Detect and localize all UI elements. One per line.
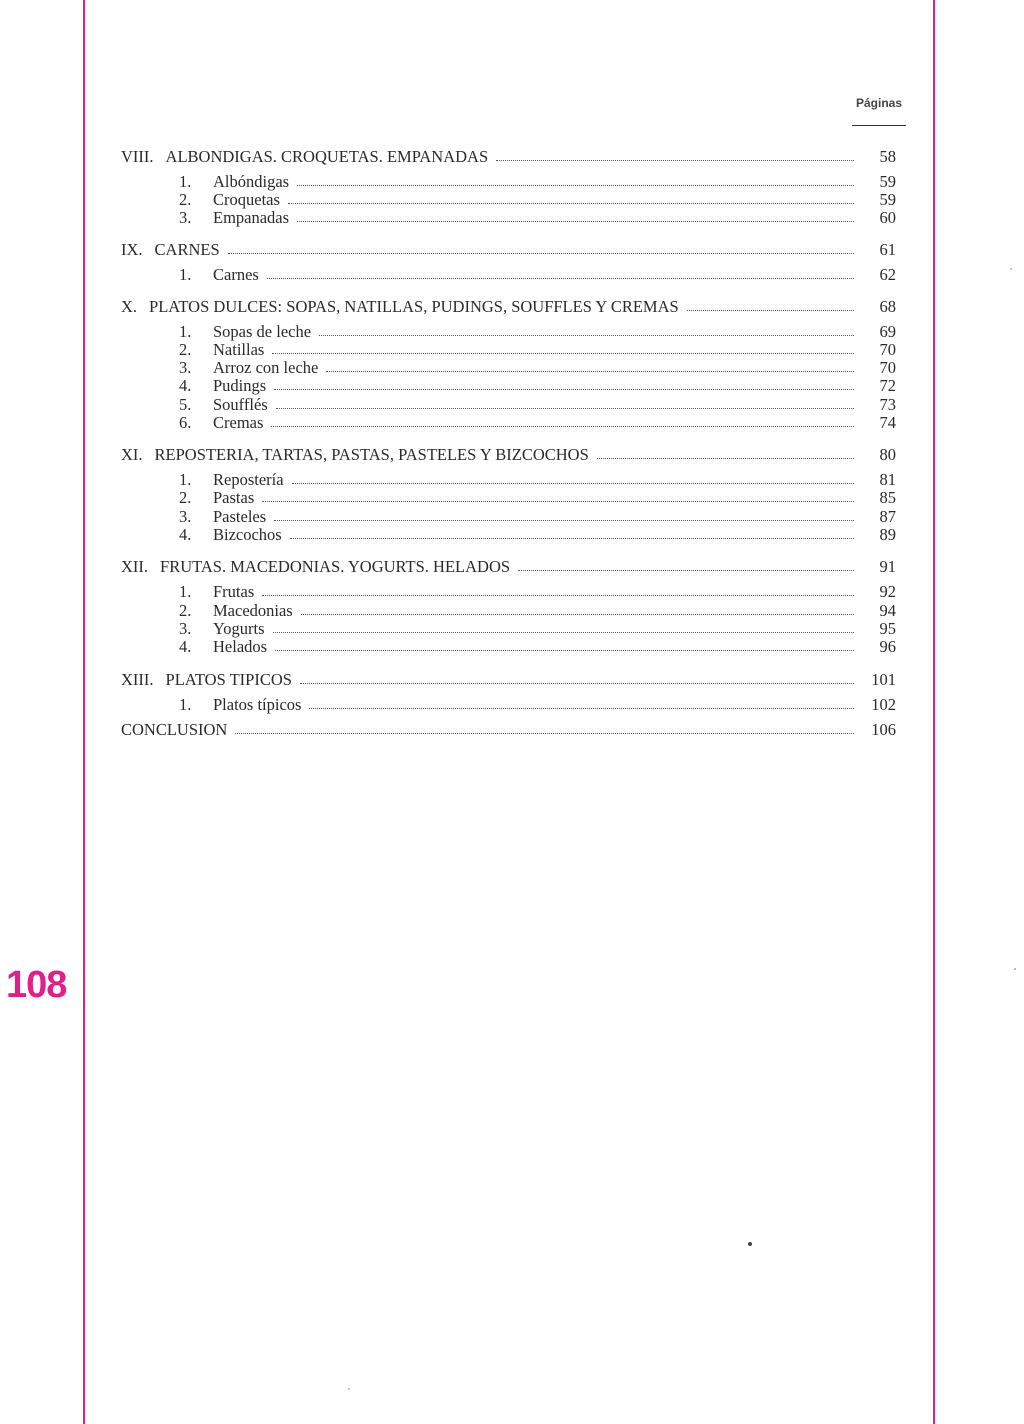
item-number: 5. — [179, 395, 192, 414]
toc-item[interactable] — [179, 620, 896, 638]
toc-item[interactable] — [179, 602, 896, 620]
dot-leader — [273, 631, 854, 633]
item-number: 1. — [179, 470, 192, 489]
dot-leader — [288, 202, 854, 204]
chapter-title: REPOSTERIA, TARTAS, PASTAS, PASTELES Y BIZCOCHOS — [154, 445, 589, 464]
toc-item[interactable] — [179, 583, 896, 601]
dot-leader — [301, 613, 854, 615]
item-title: Pasteles — [213, 507, 267, 526]
item-title: Arroz con leche — [213, 358, 319, 377]
toc-chapter[interactable] — [121, 446, 896, 464]
toc-chapter[interactable] — [121, 298, 896, 316]
item-number: 2. — [179, 190, 192, 209]
toc-item[interactable] — [179, 638, 896, 656]
chapter-page: 91 — [879, 557, 896, 576]
item-number: 1. — [179, 582, 192, 601]
item-page: 70 — [879, 358, 896, 377]
chapter-page: 80 — [879, 445, 896, 464]
item-title: Cremas — [213, 413, 264, 432]
dot-leader — [518, 569, 854, 571]
item-title: Pastas — [213, 488, 255, 507]
item-page: 87 — [879, 507, 896, 526]
dot-leader — [297, 220, 854, 222]
toc-item[interactable] — [179, 209, 896, 227]
item-number: 3. — [179, 358, 192, 377]
chapter-title: PLATOS TIPICOS — [165, 670, 292, 689]
item-number: 2. — [179, 340, 192, 359]
scan-speck — [1014, 968, 1016, 970]
item-number: 3. — [179, 208, 192, 227]
item-title: Helados — [213, 637, 268, 656]
scan-speck — [748, 1242, 752, 1246]
toc-item[interactable] — [179, 696, 896, 714]
chapter-numeral: XI. — [121, 445, 143, 464]
item-title: Pudings — [213, 376, 267, 395]
dot-leader — [235, 732, 854, 734]
item-title: Natillas — [213, 340, 265, 359]
toc-item[interactable] — [179, 359, 896, 377]
right-margin-rule — [933, 0, 935, 1424]
toc-item[interactable] — [179, 489, 896, 507]
dot-leader — [271, 425, 854, 427]
item-number: 6. — [179, 413, 192, 432]
dot-leader — [496, 159, 854, 161]
chapter-title: PLATOS DULCES: SOPAS, NATILLAS, PUDINGS, SOUFFLES Y CREMAS — [149, 297, 679, 316]
item-number: 3. — [179, 619, 192, 638]
item-page: 94 — [879, 601, 896, 620]
chapter-page: 61 — [879, 240, 896, 259]
dot-leader — [326, 370, 854, 372]
chapter-title: FRUTAS. MACEDONIAS. YOGURTS. HELADOS — [160, 557, 511, 576]
item-title: Croquetas — [213, 190, 280, 209]
dot-leader — [597, 457, 854, 459]
pages-column-header: Páginas — [855, 96, 903, 110]
item-number: 4. — [179, 525, 192, 544]
item-title: Albóndigas — [213, 172, 290, 191]
left-margin-rule — [83, 0, 85, 1424]
chapter-page: 101 — [871, 670, 896, 689]
item-title: Carnes — [213, 265, 259, 284]
item-page: 74 — [879, 413, 896, 432]
dot-leader — [267, 277, 854, 279]
item-title: Repostería — [213, 470, 284, 489]
item-title: Macedonias — [213, 601, 293, 620]
item-title: Platos típicos — [213, 695, 302, 714]
toc-item[interactable] — [179, 341, 896, 359]
item-number: 2. — [179, 488, 192, 507]
item-number: 3. — [179, 507, 192, 526]
toc-item[interactable] — [179, 173, 896, 191]
toc-item[interactable] — [179, 508, 896, 526]
pages-header-underline — [852, 125, 906, 126]
dot-leader — [272, 352, 854, 354]
item-number: 1. — [179, 322, 192, 341]
toc-chapter[interactable] — [121, 241, 896, 259]
item-page: 85 — [879, 488, 896, 507]
chapter-title: CARNES — [154, 240, 220, 259]
item-number: 4. — [179, 376, 192, 395]
item-title: Sopas de leche — [213, 322, 312, 341]
item-title: Soufflés — [213, 395, 268, 414]
item-number: 4. — [179, 637, 192, 656]
dot-leader — [262, 594, 854, 596]
chapter-page: 58 — [879, 147, 896, 166]
dot-leader — [292, 482, 854, 484]
toc-item[interactable] — [179, 191, 896, 209]
dot-leader — [274, 388, 854, 390]
item-page: 73 — [879, 395, 896, 414]
item-page: 70 — [879, 340, 896, 359]
dot-leader — [262, 500, 854, 502]
chapter-numeral: X. — [121, 297, 138, 316]
scan-speck — [1010, 268, 1012, 270]
item-page: 62 — [879, 265, 896, 284]
item-page: 92 — [879, 582, 896, 601]
item-title: Yogurts — [213, 619, 265, 638]
item-number: 2. — [179, 601, 192, 620]
item-page: 95 — [879, 619, 896, 638]
toc-item[interactable] — [179, 377, 896, 395]
item-page: 81 — [879, 470, 896, 489]
dot-leader — [276, 407, 854, 409]
toc-chapter[interactable] — [121, 148, 896, 166]
item-page: 102 — [871, 695, 896, 714]
chapter-numeral: IX. — [121, 240, 143, 259]
scan-speck — [348, 1388, 350, 1390]
item-page: 89 — [879, 525, 896, 544]
item-number: 1. — [179, 265, 192, 284]
item-page: 72 — [879, 376, 896, 395]
item-page: 96 — [879, 637, 896, 656]
dot-leader — [290, 537, 854, 539]
toc-item[interactable] — [179, 396, 896, 414]
item-page: 59 — [879, 172, 896, 191]
item-title: Frutas — [213, 582, 255, 601]
item-number: 1. — [179, 695, 192, 714]
toc-item[interactable] — [179, 266, 896, 284]
dot-leader — [274, 519, 854, 521]
toc-chapter[interactable] — [121, 671, 896, 689]
item-number: 1. — [179, 172, 192, 191]
toc-item[interactable] — [179, 471, 896, 489]
conclusion-page: 106 — [871, 720, 896, 739]
page-number: 108 — [6, 964, 67, 1006]
chapter-title: ALBONDIGAS. CROQUETAS. EMPANADAS — [165, 147, 489, 166]
dot-leader — [275, 649, 854, 651]
item-title: Empanadas — [213, 208, 290, 227]
item-page: 59 — [879, 190, 896, 209]
chapter-numeral: VIII. — [121, 147, 154, 166]
toc-conclusion[interactable] — [121, 721, 896, 739]
toc-item[interactable] — [179, 414, 896, 432]
dot-leader — [228, 252, 854, 254]
chapter-numeral: XIII. — [121, 670, 154, 689]
toc-item[interactable] — [179, 526, 896, 544]
item-page: 69 — [879, 322, 896, 341]
chapter-page: 68 — [879, 297, 896, 316]
toc-item[interactable] — [179, 323, 896, 341]
dot-leader — [300, 682, 854, 684]
dot-leader — [309, 707, 854, 709]
item-title: Bizcochos — [213, 525, 282, 544]
conclusion-title: CONCLUSION — [121, 720, 228, 739]
dot-leader — [319, 334, 854, 336]
chapter-numeral: XII. — [121, 557, 149, 576]
item-page: 60 — [879, 208, 896, 227]
dot-leader — [687, 309, 854, 311]
dot-leader — [297, 184, 854, 186]
toc-chapter[interactable] — [121, 558, 896, 576]
